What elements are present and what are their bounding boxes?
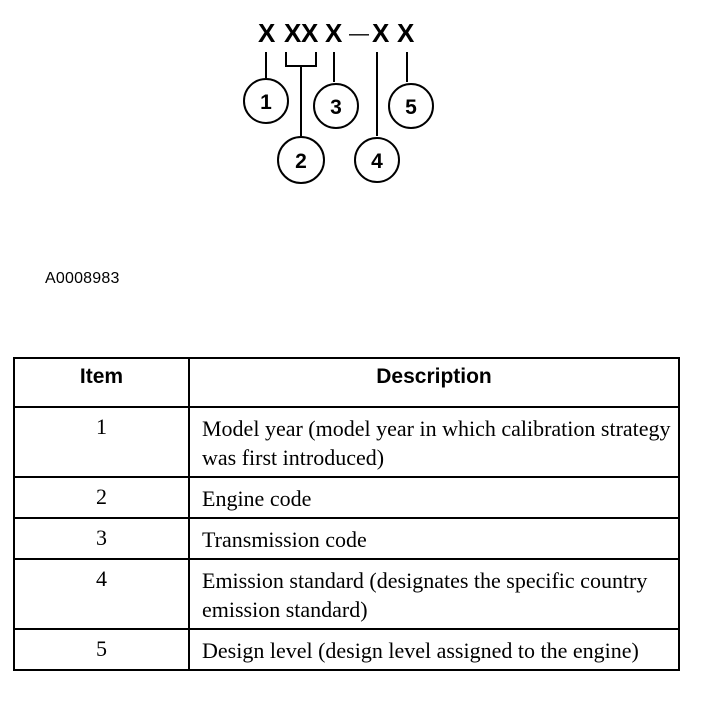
callout-number-2: 2 [295, 150, 307, 173]
item-cell: 4 [14, 559, 189, 629]
callout-number-4: 4 [371, 150, 383, 173]
table-row [14, 559, 679, 629]
item-column-header: Item [14, 358, 189, 407]
description-cell: Design level (design level assigned to the engine) [189, 629, 679, 670]
code-char-2: X [284, 18, 302, 48]
item-cell: 1 [14, 407, 189, 477]
description-column-header: Description [189, 358, 679, 407]
table-row [14, 518, 679, 559]
item-cell: 3 [14, 518, 189, 559]
callout-number-1: 1 [260, 91, 272, 114]
table-header-row [14, 358, 679, 407]
callout-number-3: 3 [330, 96, 342, 119]
figure-id: A0008983 [45, 270, 120, 287]
table-row [14, 477, 679, 518]
code-char-4: X [325, 18, 343, 48]
item-cell: 5 [14, 629, 189, 670]
leader-bracket-2 [286, 52, 316, 66]
table-row [14, 629, 679, 670]
description-cell: Engine code [189, 477, 679, 518]
calibration-code-diagram [0, 0, 704, 260]
code-dash: — [349, 23, 369, 45]
code-char-6: X [397, 18, 415, 48]
callout-number-5: 5 [405, 96, 417, 119]
description-cell: Emission standard (designates the specific country emission standard) [189, 559, 679, 629]
description-cell: Model year (model year in which calibration strategy was first introduced) [189, 407, 679, 477]
description-cell: Transmission code [189, 518, 679, 559]
legend-table [13, 357, 680, 671]
code-char-3: X [301, 18, 319, 48]
code-char-1: X [258, 18, 276, 48]
table-row [14, 407, 679, 477]
item-cell: 2 [14, 477, 189, 518]
code-char-5: X [372, 18, 390, 48]
